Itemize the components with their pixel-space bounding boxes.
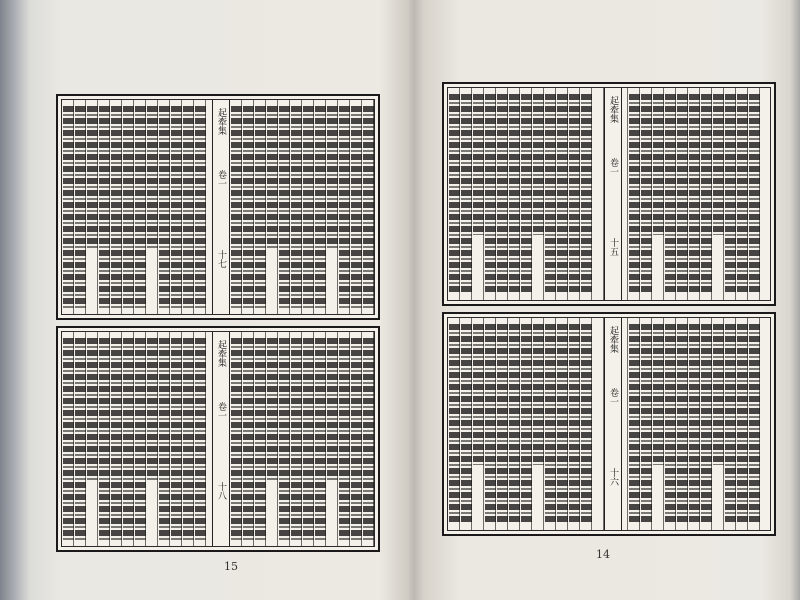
text-column: [303, 106, 314, 308]
text-column: [231, 106, 242, 308]
text-column: [243, 338, 254, 540]
block-leaf: 十八: [216, 482, 226, 500]
text-columns: [61, 331, 375, 547]
text-column: [629, 94, 640, 294]
text-column: [701, 94, 712, 294]
text-column: [641, 94, 652, 294]
text-column: [315, 338, 326, 540]
text-column: [509, 94, 520, 294]
text-columns: [61, 99, 375, 315]
right-top-text-block: [442, 82, 776, 306]
text-column: [255, 106, 266, 308]
text-column: [461, 324, 472, 524]
text-column: [641, 324, 652, 524]
text-column: [725, 94, 736, 294]
text-column: [665, 324, 676, 524]
text-column: [473, 324, 484, 465]
left-bottom-text-block: [56, 326, 380, 552]
block-folio: 卷一: [608, 388, 618, 406]
text-column: [135, 106, 146, 308]
page-number: 14: [596, 548, 610, 561]
text-column: [75, 338, 86, 540]
block-folio: 卷一: [216, 170, 226, 188]
block-center-strip: [212, 100, 230, 314]
text-column: [665, 94, 676, 294]
text-column: [689, 324, 700, 524]
text-column: [497, 94, 508, 294]
text-column: [461, 94, 472, 294]
text-column: [111, 106, 122, 308]
block-title: 起牽集: [608, 96, 618, 123]
text-column: [63, 338, 74, 540]
text-column: [159, 106, 170, 308]
text-column: [123, 338, 134, 540]
block-center-strip: [604, 88, 622, 300]
block-title: 起牽集: [216, 340, 226, 367]
text-columns: [447, 317, 771, 531]
text-column: [351, 338, 362, 540]
text-column: [183, 106, 194, 308]
text-column: [557, 94, 568, 294]
text-column: [521, 94, 532, 294]
text-column: [653, 94, 664, 235]
text-column: [231, 338, 242, 540]
text-column: [689, 94, 700, 294]
text-column: [171, 338, 182, 540]
text-columns: [447, 87, 771, 301]
text-column: [327, 106, 338, 249]
text-column: [123, 106, 134, 308]
right-bottom-text-block: [442, 312, 776, 536]
text-column: [449, 94, 460, 294]
text-column: [581, 324, 592, 524]
text-column: [545, 94, 556, 294]
text-column: [147, 106, 158, 249]
text-column: [473, 94, 484, 235]
text-column: [581, 94, 592, 294]
text-column: [749, 324, 760, 524]
text-column: [183, 338, 194, 540]
block-leaf: 十六: [608, 468, 618, 486]
text-column: [569, 324, 580, 524]
text-column: [701, 324, 712, 524]
text-column: [725, 324, 736, 524]
block-center-strip: [212, 332, 230, 546]
text-column: [135, 338, 146, 540]
text-column: [243, 106, 254, 308]
text-column: [87, 338, 98, 481]
text-column: [315, 106, 326, 308]
text-column: [485, 324, 496, 524]
text-column: [279, 338, 290, 540]
text-column: [291, 106, 302, 308]
text-column: [99, 106, 110, 308]
text-column: [545, 324, 556, 524]
text-column: [255, 338, 266, 540]
block-folio: 卷一: [608, 158, 618, 176]
page-number: 15: [224, 560, 238, 573]
text-column: [267, 338, 278, 481]
text-column: [87, 106, 98, 249]
text-column: [497, 324, 508, 524]
block-leaf: 十五: [608, 238, 618, 256]
text-column: [63, 106, 74, 308]
text-column: [713, 94, 724, 235]
text-column: [351, 106, 362, 308]
block-title: 起牽集: [216, 108, 226, 135]
block-leaf: 十七: [216, 250, 226, 268]
text-column: [677, 94, 688, 294]
text-column: [279, 106, 290, 308]
text-column: [449, 324, 460, 524]
text-column: [147, 338, 158, 481]
text-column: [557, 324, 568, 524]
text-column: [75, 106, 86, 308]
text-column: [569, 94, 580, 294]
text-column: [485, 94, 496, 294]
text-column: [195, 338, 206, 540]
text-column: [111, 338, 122, 540]
text-column: [159, 338, 170, 540]
text-column: [339, 338, 350, 540]
text-column: [749, 94, 760, 294]
text-column: [303, 338, 314, 540]
text-column: [99, 338, 110, 540]
text-column: [533, 324, 544, 465]
text-column: [533, 94, 544, 235]
text-column: [291, 338, 302, 540]
text-column: [713, 324, 724, 465]
text-column: [267, 106, 278, 249]
text-column: [677, 324, 688, 524]
text-column: [629, 324, 640, 524]
text-column: [521, 324, 532, 524]
block-title: 起牽集: [608, 326, 618, 353]
text-column: [195, 106, 206, 308]
text-column: [339, 106, 350, 308]
text-column: [171, 106, 182, 308]
text-column: [653, 324, 664, 465]
text-column: [737, 94, 748, 294]
block-center-strip: [604, 318, 622, 530]
text-column: [363, 106, 374, 308]
text-column: [509, 324, 520, 524]
text-column: [737, 324, 748, 524]
text-column: [363, 338, 374, 540]
block-folio: 卷一: [216, 402, 226, 420]
text-column: [327, 338, 338, 481]
right-page: [410, 0, 800, 600]
left-top-text-block: [56, 94, 380, 320]
